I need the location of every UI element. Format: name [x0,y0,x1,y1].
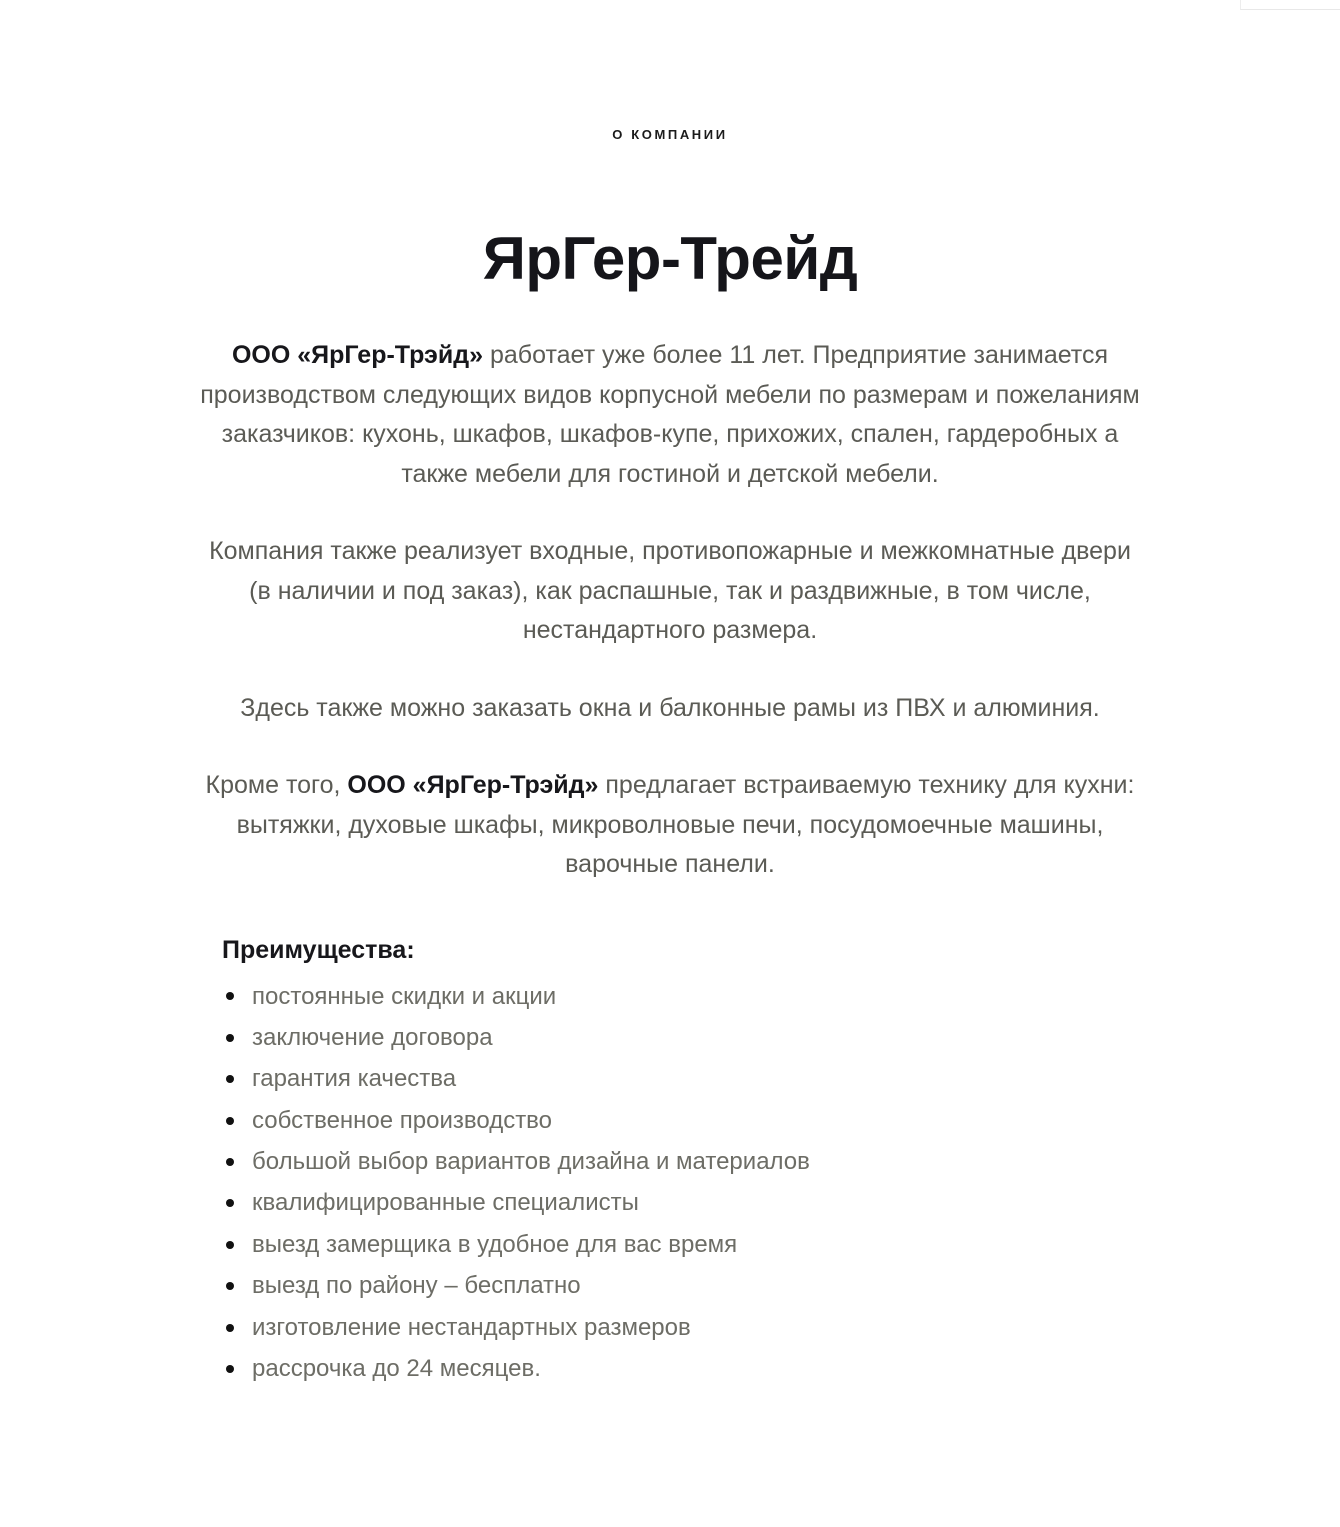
list-item-label: выезд по району – бесплатно [252,1272,581,1300]
paragraph-4 [200,766,1140,885]
list-item-label: постоянные скидки и акции [252,982,557,1010]
bullet-icon [226,1241,234,1249]
list-item-label: гарантия качества [252,1065,457,1093]
bullet-icon [226,1282,234,1290]
content-column [200,0,1140,1487]
list-item [218,978,1140,1016]
bullet-icon [226,1117,234,1125]
bullet-icon [226,1034,234,1042]
bottom-spacer [200,1391,1140,1487]
list-item [218,1143,1140,1181]
list-item-label: большой выбор вариантов дизайна и материалов [252,1148,810,1176]
bullet-icon [226,1365,234,1373]
bullet-icon [226,1199,234,1207]
paragraph-4-prefix: Кроме того, [205,771,348,799]
list-item-label: изготовление нестандартных размеров [252,1313,691,1341]
body-copy [200,290,1140,885]
paragraph-2 [200,532,1140,651]
company-name-bold-1: ООО «ЯрГер-Трэйд» [231,341,484,369]
paragraph-4-text: предлагает встраиваемую технику для кухни: вытяжки, духовые шкафы, микроволновые печи, посудомоечные машины, варочные панели. [236,771,1135,878]
list-item [218,1102,1140,1140]
bullet-icon [226,1324,234,1332]
bullet-icon [226,992,234,1000]
section-eyebrow: О КОМПАНИИ [612,127,728,142]
list-item [218,1184,1140,1222]
list-item-label: выезд замерщика в удобное для вас время [252,1230,738,1258]
advantages-title: Преимущества: [222,935,415,964]
list-item [218,1350,1140,1388]
paragraph-3-text: Здесь также можно заказать окна и балконные рамы из ПВХ и алюминия. [240,693,1100,722]
list-item-label: заключение договора [252,1023,493,1051]
list-item-label: собственное производство [252,1106,553,1134]
bullet-icon [226,1075,234,1083]
bullet-icon [226,1158,234,1166]
page-title: ЯрГер-Трейд [482,225,858,292]
list-item-label: квалифицированные специалисты [252,1189,639,1217]
list-item [218,1060,1140,1098]
list-item-label: рассрочка до 24 месяцев. [252,1355,541,1383]
list-item [218,1226,1140,1264]
list-item [218,1019,1140,1057]
paragraph-2-text: Компания также реализует входные, противопожарные и межкомнатные двери (в наличии и под заказ), как распашные, так и раздвижные, в том числе, нестандартного размера. [209,537,1131,644]
paragraph-1-text: работает уже более 11 лет. Предприятие занимается производством следующих видов корпусной мебели по размерам и пожеланиям заказчиков: кухонь, шкафов, шкафов-купе, прихожих, спален, гардеробных а также мебели для гостиной и детской мебели. [200,341,1140,488]
paragraph-1 [200,336,1140,494]
advantages-section [200,885,1140,1389]
paragraph-3 [200,689,1140,729]
list-item [218,1267,1140,1305]
list-item [218,1309,1140,1347]
advantages-list [218,978,1140,1389]
company-name-bold-2: ООО «ЯрГер-Трэйд» [347,771,599,799]
